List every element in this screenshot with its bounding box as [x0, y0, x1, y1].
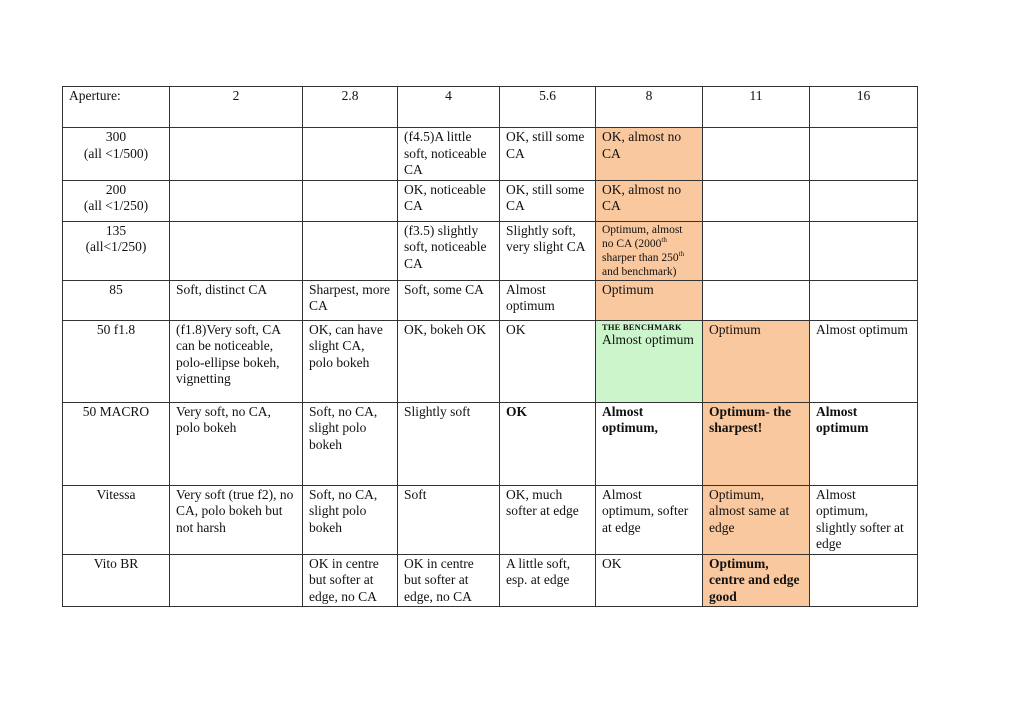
superscript-th: th [661, 235, 667, 244]
cell-f8-text: Almost optimum [602, 331, 694, 347]
lens-cell: Vito BR [63, 554, 170, 607]
cell-f8: Almost optimum, softer at edge [596, 485, 703, 554]
cell-f2-8: OK in centre but softer at edge, no CA [303, 554, 398, 607]
aperture-header-11: 11 [703, 87, 810, 128]
aperture-header-2: 2 [170, 87, 303, 128]
cell-f16: Almost optimum, slightly softer at edge [810, 485, 918, 554]
cell-f2: Soft, distinct CA [170, 280, 303, 320]
cell-f2-8: Sharpest, more CA [303, 280, 398, 320]
lens-shutter-note: (all <1/250) [83, 198, 149, 213]
lens-shutter-note: (all <1/500) [83, 145, 149, 161]
cell-f11 [703, 180, 810, 221]
header-row [63, 87, 918, 128]
cell-f5-6: OK, still some CA [500, 180, 596, 221]
cell-f8-text-b: sharper than 250 [602, 251, 679, 264]
cell-f11: Optimum, almost same at edge [703, 485, 810, 554]
table-row-135 [63, 221, 918, 280]
cell-f2 [170, 128, 303, 181]
cell-f2: Very soft, no CA, polo bokeh [170, 402, 303, 485]
lens-name: 200 [105, 181, 127, 197]
cell-f5-6: Almost optimum [500, 280, 596, 320]
cell-f2-8: Soft, no CA, slight polo bokeh [303, 402, 398, 485]
table-row-85 [63, 280, 918, 320]
cell-f4: Slightly soft [398, 402, 500, 485]
table-row-200 [63, 180, 918, 221]
cell-f5-6: A little soft, esp. at edge [500, 554, 596, 607]
cell-f5-6: OK [500, 402, 596, 485]
aperture-header-8: 8 [596, 87, 703, 128]
table-row-vitessa [63, 485, 918, 554]
cell-f16 [810, 280, 918, 320]
cell-f5-6: OK, much softer at edge [500, 485, 596, 554]
superscript-th: th [678, 249, 685, 258]
cell-f11 [703, 280, 810, 320]
cell-f16 [810, 554, 918, 607]
cell-f2 [170, 221, 303, 280]
cell-f4: (f4.5)A little soft, noticeable CA [398, 128, 500, 181]
cell-f5-6: OK, still some CA [500, 128, 596, 181]
aperture-header-label: Aperture: [63, 87, 170, 128]
cell-f8: OK [596, 554, 703, 607]
aperture-header-4: 4 [398, 87, 500, 128]
cell-f8 [596, 221, 703, 280]
lens-shutter-note: (all<1/250) [85, 239, 147, 254]
cell-f8: OK, almost no CA [596, 180, 703, 221]
cell-f8-text-a: Optimum, almost no CA (2000 [602, 223, 683, 250]
cell-f2-8: OK, can have slight CA, polo bokeh [303, 320, 398, 402]
cell-f11 [703, 221, 810, 280]
aperture-header-5-6: 5.6 [500, 87, 596, 128]
cell-f8: Almost optimum, [596, 402, 703, 485]
cell-f2: (f1.8)Very soft, CA can be noticeable, polo-ellipse bokeh, vignetting [170, 320, 303, 402]
table-row-300 [63, 128, 918, 181]
lens-cell: 50 MACRO [63, 402, 170, 485]
cell-f11: Optimum, centre and edge good [703, 554, 810, 607]
table-row-50-f1-8 [63, 320, 918, 402]
lens-name: 300 [105, 129, 127, 144]
cell-f2: Very soft (true f2), no CA, polo bokeh but not harsh [170, 485, 303, 554]
lens-cell [63, 180, 170, 221]
cell-f11: Optimum [703, 320, 810, 402]
cell-f4: (f3.5) slightly soft, noticeable CA [398, 221, 500, 280]
cell-f16 [810, 128, 918, 181]
cell-f8-text-c: and benchmark) [602, 265, 677, 278]
cell-f2-8 [303, 221, 398, 280]
cell-f11: Optimum- the sharpest! [703, 402, 810, 485]
table-row-vito-br [63, 554, 918, 607]
cell-f4: Soft [398, 485, 500, 554]
cell-f2 [170, 554, 303, 607]
cell-f16 [810, 180, 918, 221]
cell-f8-benchmark [596, 320, 703, 402]
cell-f2 [170, 180, 303, 221]
benchmark-tag: THE BENCHMARK [602, 321, 682, 332]
aperture-header-2-8: 2.8 [303, 87, 398, 128]
lens-cell: 50 f1.8 [63, 320, 170, 402]
cell-f16: Almost optimum [810, 402, 918, 485]
aperture-header-16: 16 [810, 87, 918, 128]
cell-f16 [810, 221, 918, 280]
cell-f4: Soft, some CA [398, 280, 500, 320]
lens-cell: Vitessa [63, 485, 170, 554]
cell-f2-8 [303, 180, 398, 221]
cell-f2-8 [303, 128, 398, 181]
cell-f16: Almost optimum [810, 320, 918, 402]
cell-f4: OK, noticeable CA [398, 180, 500, 221]
cell-f5-6: OK [500, 320, 596, 402]
lens-cell: 85 [63, 280, 170, 320]
lens-cell [63, 128, 170, 181]
lens-cell [63, 221, 170, 280]
lens-name: 135 [105, 222, 127, 238]
cell-f5-6: Slightly soft, very slight CA [500, 221, 596, 280]
table-row-50-macro [63, 402, 918, 485]
cell-f8: OK, almost no CA [596, 128, 703, 181]
cell-f2-8: Soft, no CA, slight polo bokeh [303, 485, 398, 554]
cell-f4: OK, bokeh OK [398, 320, 500, 402]
cell-f4: OK in centre but softer at edge, no CA [398, 554, 500, 607]
cell-f11 [703, 128, 810, 181]
cell-f8: Optimum [596, 280, 703, 320]
lens-aperture-table [62, 86, 918, 607]
